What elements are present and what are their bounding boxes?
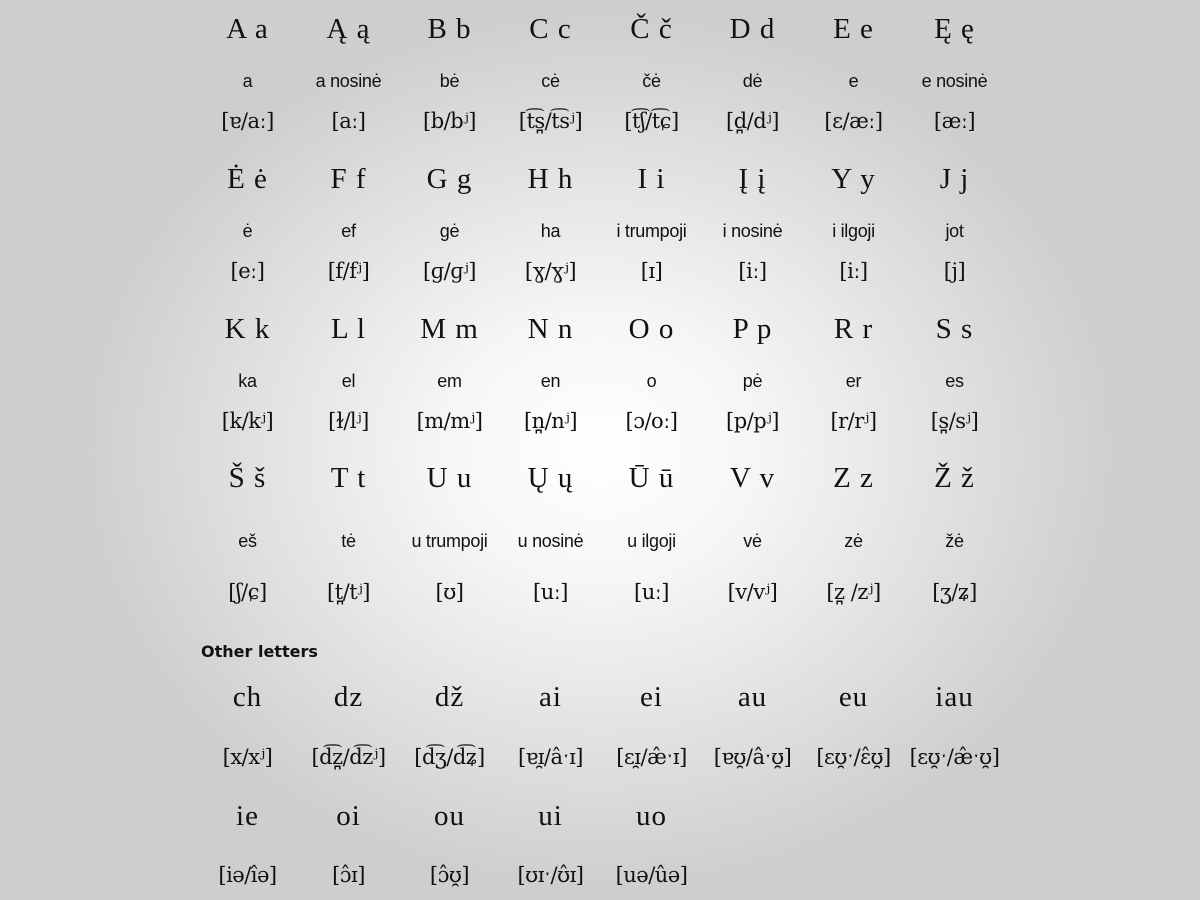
- digraph-cell: ou: [434, 800, 465, 832]
- name-row: [197, 216, 1005, 246]
- letter-name-cell: i trumpoji: [616, 221, 687, 241]
- letter-name-cell: el: [341, 371, 356, 391]
- digraph-cell: ie: [236, 800, 259, 832]
- ipa-cell: [ɔ/oː]: [625, 409, 678, 433]
- letter-cell: I i: [637, 163, 666, 195]
- letter-cell: Į į: [738, 163, 767, 195]
- ipa-cell: [f/fʲ]: [327, 259, 370, 283]
- letter-cell: R r: [833, 313, 874, 345]
- letter-name-cell: e: [848, 71, 859, 91]
- digraph-cell: au: [737, 681, 768, 713]
- digraph-cell: ei: [640, 681, 663, 713]
- letter-row: [197, 159, 1005, 199]
- ipa-cell: [ʃ/ɕ]: [228, 580, 267, 604]
- letter-row: [197, 309, 1005, 349]
- ipa-cell: [ɐɪ̯/âˑɪ]: [517, 745, 583, 769]
- ipa-cell: [iː]: [738, 259, 767, 283]
- ipa-cell: [iː]: [839, 259, 868, 283]
- letter-cell: U u: [426, 462, 473, 494]
- letter-cell: L l: [331, 313, 366, 345]
- letter-name-cell: tė: [341, 531, 356, 551]
- letter-name-cell: u nosinė: [517, 531, 584, 551]
- letter-name-cell: čė: [642, 71, 661, 91]
- ipa-cell: [n̪/nʲ]: [523, 409, 578, 433]
- ipa-cell: [ɡ/ɡʲ]: [423, 259, 476, 283]
- letter-name-cell: eš: [238, 531, 257, 551]
- letter-cell: C c: [529, 13, 572, 45]
- ipa-cell: [m/mʲ]: [416, 409, 483, 433]
- ipa-cell: [æː]: [933, 109, 976, 133]
- ipa-cell: [p/pʲ]: [726, 409, 779, 433]
- digraph-cell: dž: [434, 681, 465, 713]
- letter-name-cell: u ilgoji: [627, 531, 676, 551]
- name-row: [197, 66, 1005, 96]
- ipa-cell: [k/kʲ]: [221, 409, 274, 433]
- letter-name-cell: es: [945, 371, 964, 391]
- letter-cell: N n: [527, 313, 574, 345]
- ipa-cell: [ɛʊ̯ˑ/æ̂ˑʊ̯]: [909, 745, 1000, 769]
- ipa-cell: [ɛʊ̯ˑ/ɛ̂ʊ̯]: [816, 745, 891, 769]
- letter-name-cell: bė: [439, 71, 460, 91]
- letter-cell: D d: [729, 13, 776, 45]
- letter-name-cell: er: [845, 371, 862, 391]
- name-row: [197, 526, 1005, 556]
- ipa-cell: [v/vʲ]: [727, 580, 778, 604]
- letter-name-cell: em: [437, 371, 462, 391]
- ipa-cell: [ʒ/ʑ]: [932, 580, 977, 604]
- letter-name-cell: žė: [945, 531, 964, 551]
- letter-cell: Z z: [833, 462, 874, 494]
- ipa-cell: [ɐ/aː]: [221, 109, 274, 133]
- ipa-cell: [ɐʊ̯/âˑʊ̯]: [713, 745, 792, 769]
- ipa-cell: [ɔ̂ʊ̯]: [429, 863, 470, 887]
- letter-name-cell: en: [540, 371, 561, 391]
- ipa-cell: [s̪/sʲ]: [930, 409, 979, 433]
- ipa-cell: [uː]: [634, 580, 669, 604]
- ipa-cell: [t͡s̪/t͡sʲ]: [518, 109, 583, 133]
- letter-cell: P p: [732, 313, 773, 345]
- ipa-cell: [x/xʲ]: [222, 745, 273, 769]
- letter-cell: S s: [935, 313, 974, 345]
- letter-cell: Š š: [228, 462, 267, 494]
- digraph-cell: eu: [838, 681, 869, 713]
- letter-cell: H h: [527, 163, 574, 195]
- digraph-cell: uo: [636, 800, 667, 832]
- letter-name-cell: dė: [742, 71, 763, 91]
- letter-name-cell: ka: [238, 371, 257, 391]
- ipa-cell: [iə/îə]: [218, 863, 277, 887]
- ipa-cell: [ɣ/ɣʲ]: [524, 259, 577, 283]
- letter-row: [197, 458, 1005, 498]
- letter-cell: Ž ž: [934, 462, 975, 494]
- letter-cell: Y y: [831, 163, 876, 195]
- ipa-cell: [z̪ /zʲ]: [826, 580, 881, 604]
- digraph-cell: oi: [336, 800, 361, 832]
- letter-name-cell: vė: [743, 531, 762, 551]
- ipa-cell: [ɛɪ̯/æ̂ˑɪ]: [616, 745, 687, 769]
- letter-name-cell: o: [646, 371, 657, 391]
- ipa-row: [197, 575, 1005, 609]
- digraph-cell: ch: [232, 681, 263, 713]
- letter-cell: Ą ą: [326, 13, 371, 45]
- ipa-cell: [ʊ]: [435, 580, 464, 604]
- ipa-cell: [aː]: [331, 109, 366, 133]
- ipa-cell: [ɛ/æː]: [824, 109, 883, 133]
- letter-cell: M m: [420, 313, 479, 345]
- ipa-cell: [ɪ]: [640, 259, 663, 283]
- digraph-cell: dz: [333, 681, 364, 713]
- letter-cell: Ū ū: [628, 462, 675, 494]
- ipa-cell: [uː]: [533, 580, 568, 604]
- letter-name-cell: pė: [742, 371, 763, 391]
- letter-name-cell: a nosinė: [315, 71, 382, 91]
- ipa-cell: [t͡ʃ/t͡ɕ]: [624, 109, 679, 133]
- letter-name-cell: ė: [242, 221, 253, 241]
- digraph-cell: ai: [539, 681, 562, 713]
- letter-name-cell: zė: [844, 531, 863, 551]
- ipa-cell: [b/bʲ]: [423, 109, 476, 133]
- digraph-cell: ui: [538, 800, 563, 832]
- letter-name-cell: i ilgoji: [832, 221, 875, 241]
- ipa-row: [197, 404, 1005, 438]
- digraph-ipa-row: [197, 740, 1005, 774]
- ipa-cell: [r/rʲ]: [830, 409, 877, 433]
- ipa-cell: [d̪/dʲ]: [726, 109, 779, 133]
- other-letters-title: Other letters: [201, 642, 318, 661]
- letter-name-cell: u trumpoji: [411, 531, 488, 551]
- digraph-ipa-row: [197, 858, 1005, 892]
- ipa-cell: [uə/ûə]: [615, 863, 688, 887]
- ipa-cell: [d͡z̪/d͡zʲ]: [311, 745, 386, 769]
- ipa-cell: [ɫ/lʲ]: [328, 409, 369, 433]
- ipa-cell: [eː]: [230, 259, 265, 283]
- letter-row: [197, 9, 1005, 49]
- digraph-cell: iau: [935, 681, 974, 713]
- letter-name-cell: i nosinė: [722, 221, 783, 241]
- ipa-row: [197, 254, 1005, 288]
- letter-cell: G g: [426, 163, 473, 195]
- name-row: [197, 366, 1005, 396]
- digraph-row: [197, 677, 1005, 717]
- letter-name-cell: e nosinė: [921, 71, 988, 91]
- letter-cell: K k: [224, 313, 271, 345]
- letter-cell: Ų ų: [527, 462, 574, 494]
- letter-cell: V v: [729, 462, 776, 494]
- letter-cell: Ę ę: [934, 13, 975, 45]
- ipa-cell: [ʊɪˑ/ʊ̂ɪ]: [517, 863, 584, 887]
- letter-cell: Č č: [630, 13, 673, 45]
- letter-name-cell: cė: [541, 71, 560, 91]
- letter-cell: F f: [330, 163, 367, 195]
- ipa-row: [197, 104, 1005, 138]
- letter-name-cell: gė: [439, 221, 460, 241]
- ipa-cell: [ɔ̂ɪ]: [332, 863, 365, 887]
- digraph-row: [197, 796, 1005, 836]
- letter-name-cell: ha: [540, 221, 561, 241]
- ipa-cell: [j]: [943, 259, 966, 283]
- letter-cell: T t: [330, 462, 367, 494]
- letter-cell: E e: [833, 13, 874, 45]
- letter-cell: J j: [939, 163, 970, 195]
- letter-name-cell: a: [242, 71, 253, 91]
- ipa-cell: [t̪/tʲ]: [327, 580, 370, 604]
- ipa-cell: [d͡ʒ/d͡ʑ]: [414, 745, 485, 769]
- letter-cell: O o: [628, 313, 675, 345]
- letter-cell: B b: [427, 13, 472, 45]
- letter-name-cell: jot: [945, 221, 964, 241]
- letter-cell: Ė ė: [227, 163, 268, 195]
- letter-cell: A a: [226, 13, 269, 45]
- letter-name-cell: ef: [341, 221, 356, 241]
